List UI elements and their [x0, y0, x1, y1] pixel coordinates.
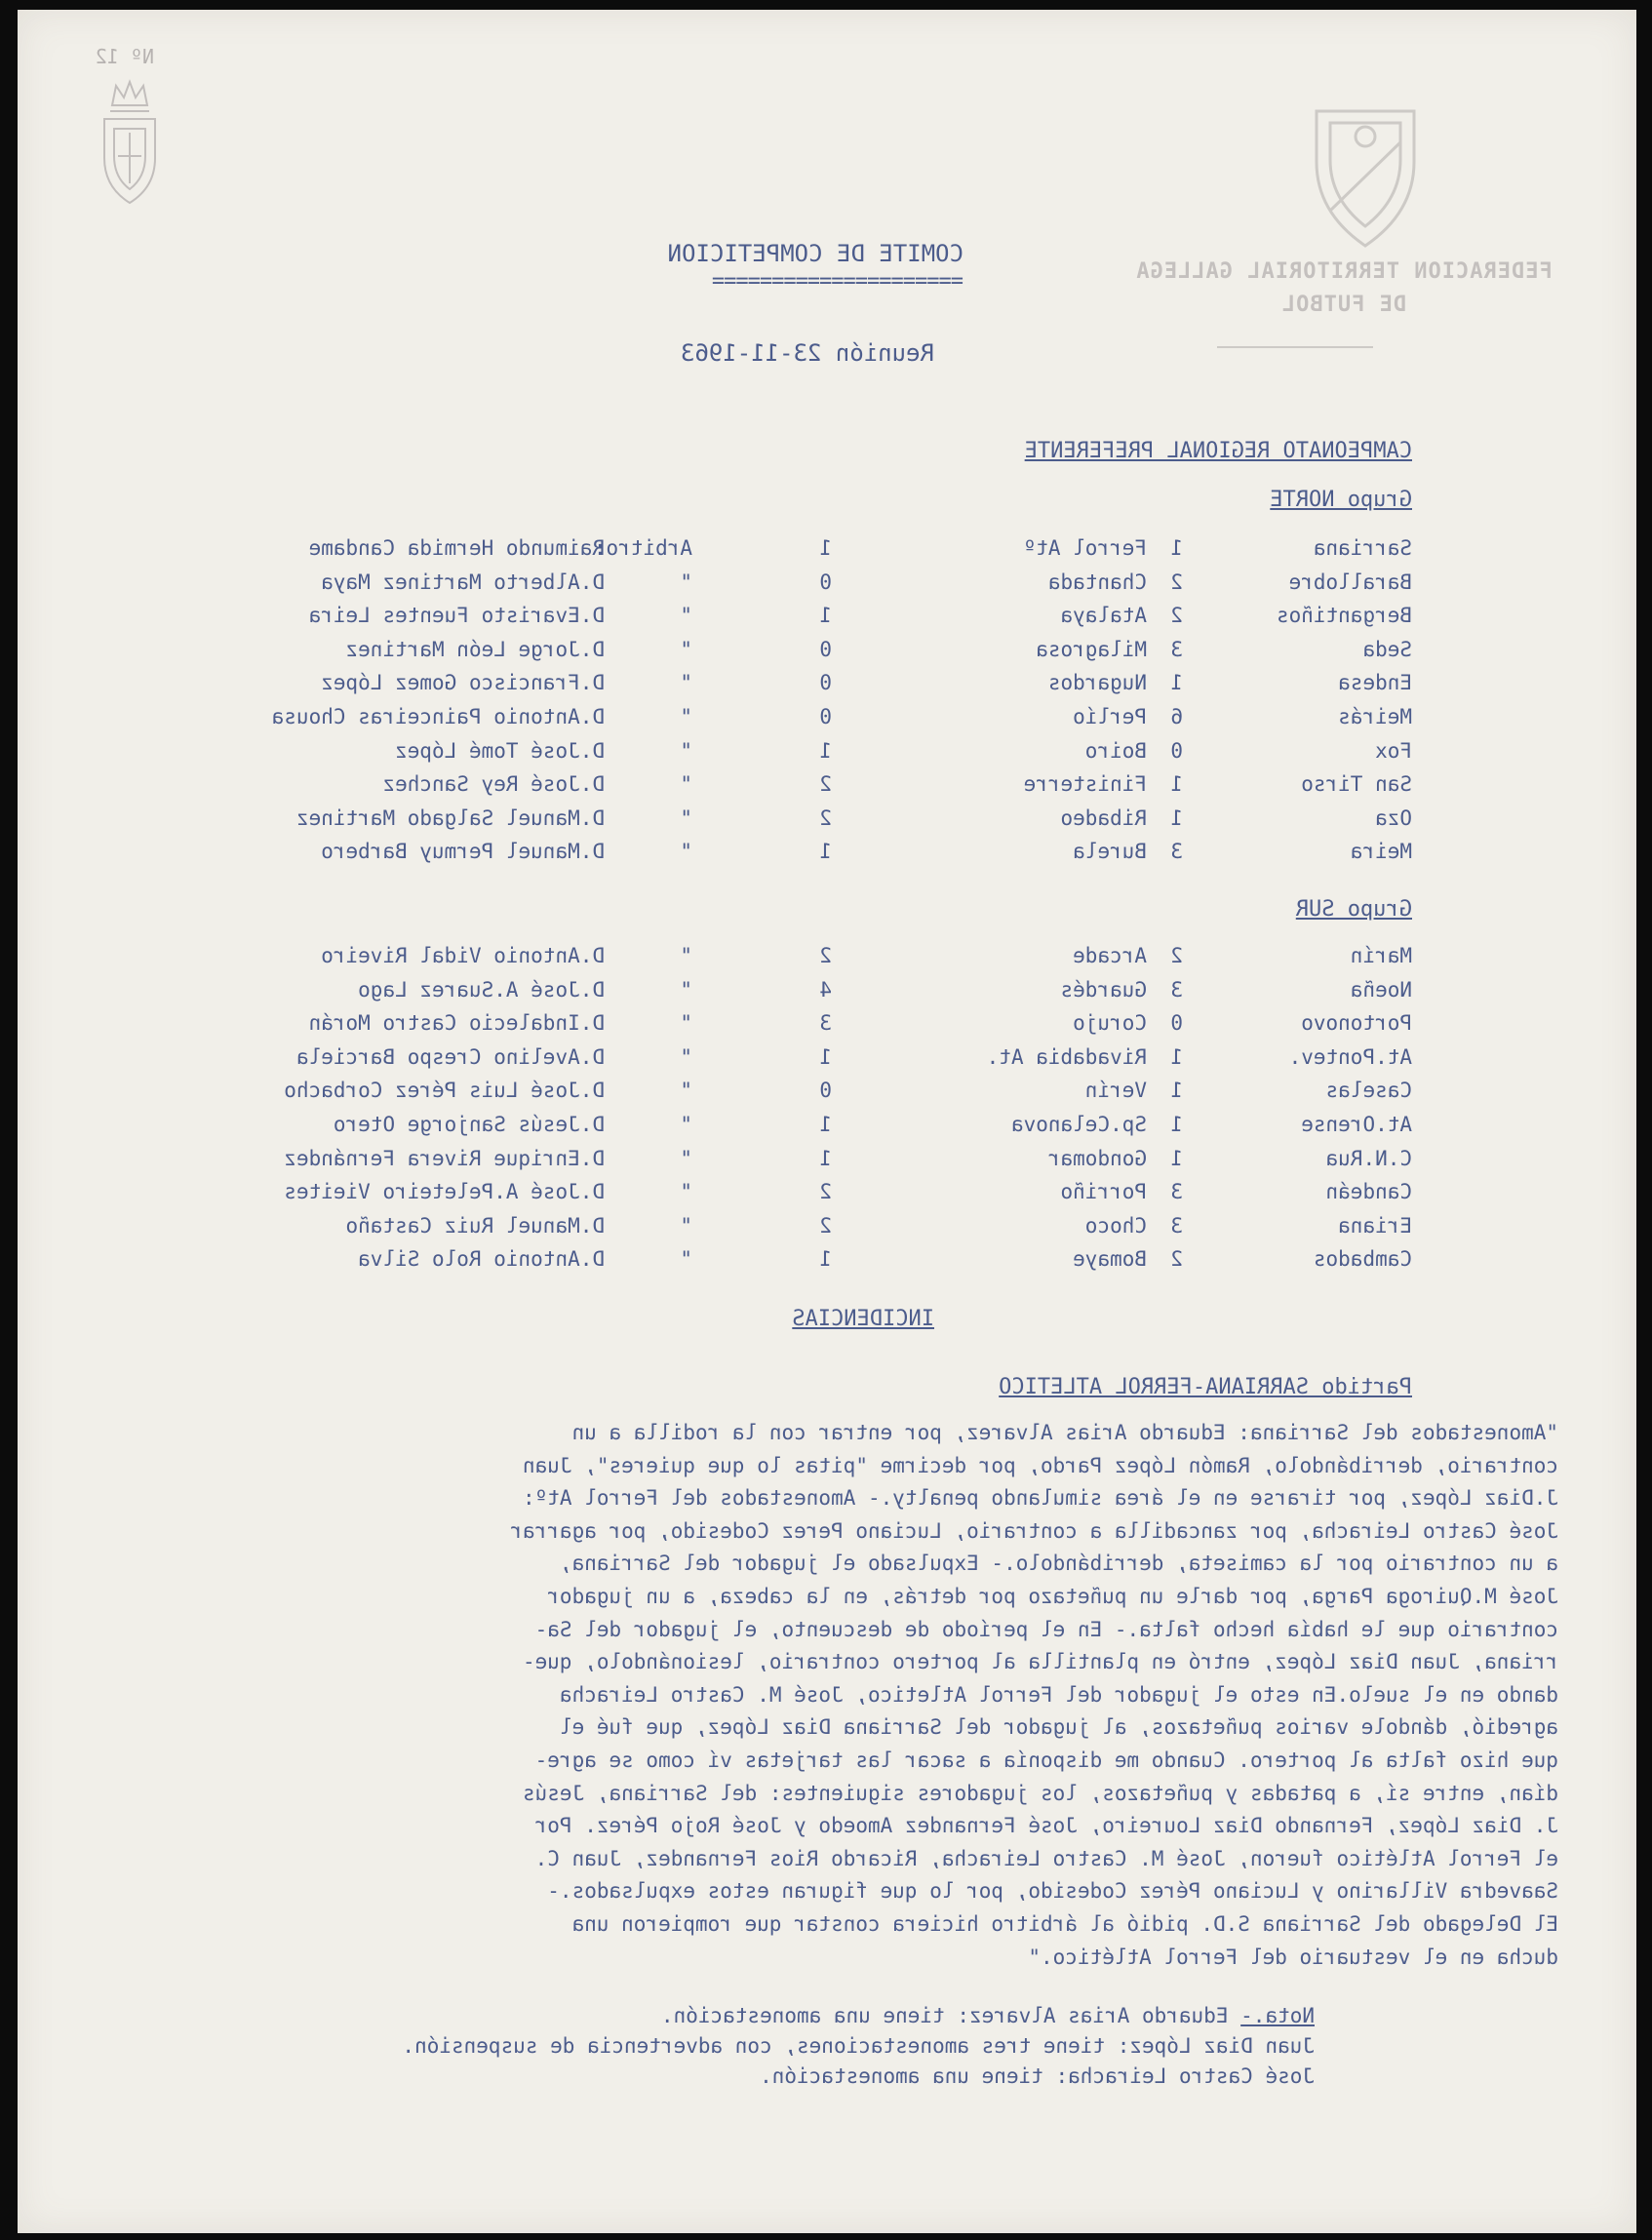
incident-line: José M.Quiroga Parga, por darle un puñetazo por detrás, en la cabeza, a un jugador: [547, 1584, 1558, 1608]
home-score: 3: [1170, 637, 1183, 661]
away-team: Rivadabia At.: [986, 1044, 1147, 1069]
away-score: 0: [819, 570, 832, 594]
referee-name: D.Manuel Salgado Martinez: [295, 806, 605, 830]
incident-line: rriana, Juan Diaz López, entró en plantilla al portero contrario, lesionándolo, que-: [522, 1650, 1558, 1674]
home-score: 1: [1170, 1146, 1183, 1170]
home-score: 6: [1170, 705, 1183, 728]
home-team: Bergantiños: [1276, 604, 1412, 628]
title-double-rule: =====================: [712, 269, 964, 294]
home-score: 1: [1170, 1044, 1183, 1069]
home-team: Marín: [1350, 944, 1412, 967]
referee-name: D.José Rey Sanchez: [382, 772, 605, 797]
home-score: 3: [1170, 1213, 1183, 1238]
away-score: 3: [819, 1011, 832, 1036]
home-team: At.Orense: [1301, 1113, 1412, 1136]
away-score: 2: [819, 1213, 832, 1238]
meeting-date: Reunión 23-11-1963: [680, 339, 934, 367]
home-score: 3: [1170, 1180, 1183, 1204]
referee-name: D.Indalecio Castro Morán: [308, 1011, 605, 1036]
away-team: Sp.Celanova: [1010, 1113, 1147, 1136]
incident-line: El Delegado del Sarriana S.D. pidió al árbitro hiciera constar que rompieron una: [571, 1911, 1558, 1936]
referee-label: ": [680, 1011, 692, 1036]
referee-label: ": [680, 772, 692, 797]
referee-label: ": [680, 1146, 692, 1170]
away-team: Boiro: [1084, 738, 1147, 763]
referee-label: ": [680, 806, 692, 830]
away-team: Arcade: [1073, 944, 1147, 967]
page-title: COMITE DE COMPETICION: [667, 240, 964, 267]
group-heading-norte: Grupo NORTE: [1270, 488, 1412, 512]
referee-name: D.Jesús Sanjorge Otero: [333, 1113, 605, 1136]
away-score: 1: [819, 738, 832, 763]
page-number: Nº 12: [95, 45, 154, 68]
match-heading: Partido SARRIANA-FERROL ATLETICO: [999, 1375, 1412, 1399]
referee-name: D.Alberto Martinez Maya: [321, 570, 605, 594]
referee-label: ": [680, 1213, 692, 1238]
mirrored-typed-sheet: [18, 10, 1636, 2233]
referee-name: D.Avelino Crespo Barciela: [295, 1044, 605, 1069]
referee-label: ": [680, 1079, 692, 1103]
away-score: 2: [819, 772, 832, 797]
home-score: 2: [1170, 944, 1183, 967]
home-score: 2: [1170, 1247, 1183, 1272]
home-score: 0: [1170, 738, 1183, 763]
away-score: 1: [819, 1113, 832, 1136]
referee-label: ": [680, 705, 692, 728]
home-team: Candeán: [1325, 1180, 1412, 1204]
referee-name: D.José A.Suarez Lago: [358, 977, 605, 1002]
away-team: Verín: [1084, 1079, 1147, 1103]
away-team: Perlío: [1073, 705, 1147, 728]
away-score: 0: [819, 1079, 832, 1103]
home-score: 3: [1170, 977, 1183, 1002]
home-score: 1: [1170, 536, 1183, 560]
referee-label: ": [680, 977, 692, 1002]
referee-label: ": [680, 570, 692, 594]
away-team: Atalaya: [1060, 604, 1147, 628]
incident-line: dando en el suelo.En esto el jugador del Ferrol Atletico, José M. Castro Leiracha: [559, 1682, 1558, 1707]
home-team: At.Pontev.: [1288, 1044, 1412, 1069]
home-score: 0: [1170, 1011, 1183, 1036]
referee-label: ": [680, 637, 692, 661]
home-score: 1: [1170, 1079, 1183, 1103]
referee-name: D.Jorge León Martinez: [345, 637, 605, 661]
home-score: 3: [1170, 840, 1183, 864]
note-line-1: Nota.- Eduardo Arias Alvarez: tiene una amonestación.: [660, 2004, 1315, 2027]
referee-label: ": [680, 944, 692, 967]
referee-label: ": [680, 1044, 692, 1069]
away-team: Corujo: [1073, 1011, 1147, 1036]
letterhead-line-1: FEDERACION TERRITORIAL GALLEGA: [1135, 259, 1553, 284]
away-score: 1: [819, 1247, 832, 1272]
away-team: Ferrol Atº: [1023, 536, 1147, 560]
incident-line: José Castro Leiracha, por zancadilla a contrario, Luciano Perez Codesido, por agarrar: [510, 1518, 1558, 1543]
away-team: Ribadeo: [1060, 806, 1147, 830]
referee-label: ": [680, 840, 692, 864]
home-team: Seda: [1362, 637, 1412, 661]
notes-label: Nota.-: [1240, 2004, 1315, 2027]
away-score: 0: [819, 705, 832, 728]
away-score: 1: [819, 604, 832, 628]
home-team: Portonovo: [1301, 1011, 1412, 1036]
away-score: 0: [819, 637, 832, 661]
home-team: Fox: [1375, 738, 1412, 763]
referee-label: ": [680, 1180, 692, 1204]
away-score: 2: [819, 1180, 832, 1204]
home-team: Endesa: [1338, 671, 1412, 695]
document-page: [18, 10, 1636, 2233]
referee-name: D.Enrique Rivera Fernández: [284, 1146, 605, 1170]
incident-line: el Ferrol Atlético fueron, José M. Castro Leiracha, Ricardo Rios Fernandez, Juan C.: [534, 1846, 1558, 1870]
home-score: 1: [1170, 1113, 1183, 1136]
home-score: 1: [1170, 806, 1183, 830]
away-score: 2: [819, 944, 832, 967]
referee-name: D.Antonio Painceiras Chousa: [271, 705, 605, 728]
referee-name: D.José Luis Pérez Corbacho: [284, 1079, 605, 1103]
incident-line: a un contrario por la camiseta, derribándolo.- Expulsado el jugador del Sarriana,: [559, 1552, 1558, 1576]
away-team: Burela: [1073, 840, 1147, 864]
home-score: 2: [1170, 570, 1183, 594]
home-team: Cambados: [1313, 1247, 1412, 1272]
incident-line: J. Diaz López, Fernando Diaz Loureiro, José Fernandez Amoedo y José Rojo Pérez. Por: [534, 1814, 1558, 1838]
home-score: 1: [1170, 772, 1183, 797]
away-score: 1: [819, 840, 832, 864]
referee-name: D.Antonio Rolo Silva: [358, 1247, 605, 1272]
referee-name: D.José Tomé López: [395, 738, 605, 763]
incident-line: contrario, derribándolo, Ramón López Pardo, por decirme "pitas lo que quieres", Juan: [522, 1453, 1558, 1477]
away-team: Gondomar: [1047, 1146, 1147, 1170]
incident-line: que hizo falta al portero. Cuando me disponía a sacar las tarjetas ví como se agre-: [534, 1748, 1558, 1772]
home-team: Eriana: [1338, 1213, 1412, 1238]
group-heading-sur: Grupo SUR: [1295, 897, 1412, 922]
away-team: Choco: [1084, 1213, 1147, 1238]
away-score: 2: [819, 806, 832, 830]
note-line-3: José Castro Leiracha: tiene una amonestación.: [760, 2064, 1315, 2088]
incident-report: [271, 1417, 1558, 1974]
referee-label: Arbitro:: [593, 536, 692, 560]
home-team: Barallobre: [1288, 570, 1412, 594]
away-team: Porriño: [1060, 1180, 1147, 1204]
federation-letterhead: [1120, 255, 1568, 322]
letterhead-rule: [1217, 346, 1373, 348]
championship-heading: CAMPEONATO REGIONAL PREFERENTE: [1024, 439, 1412, 463]
home-team: San Tirso: [1301, 772, 1412, 797]
away-score: 4: [819, 977, 832, 1002]
federation-crest-icon: [91, 68, 169, 215]
referee-label: ": [680, 671, 692, 695]
note-line-2: Juan Diaz López: tiene tres amonestaciones, con advertencia de suspensión.: [402, 2034, 1315, 2058]
home-team: Oza: [1375, 806, 1412, 830]
away-score: 1: [819, 1044, 832, 1069]
incident-line: Saavedra Villarino y Luciano Pérez Codesido, por lo que figuran estos expulsados.-: [547, 1879, 1558, 1904]
home-team: Sarriana: [1313, 536, 1412, 560]
referee-name: D.José A.Peleteiro Vieites: [284, 1180, 605, 1204]
away-score: 1: [819, 1146, 832, 1170]
away-score: 1: [819, 536, 832, 560]
referee-name: D.Francisco Gomez López: [321, 671, 605, 695]
referee-name: D.Antonio Vidal Riveiro: [321, 944, 605, 967]
incident-line: J.Diaz López, por tirarse en el área simulando penalty.- Amonestados del Ferrol Atº:: [522, 1486, 1558, 1511]
referee-name: Raimundo Hermida Candame: [308, 536, 605, 560]
away-team: Finisterre: [1023, 772, 1147, 797]
away-team: Milagrosa: [1036, 637, 1147, 661]
away-team: Bomaye: [1073, 1247, 1147, 1272]
home-team: Meirás: [1338, 705, 1412, 728]
letterhead-line-2: DE FUTBOL: [1280, 293, 1407, 317]
away-team: Guardés: [1060, 977, 1147, 1002]
referee-name: D.Manuel Permuy Barbero: [321, 840, 605, 864]
referee-label: ": [680, 604, 692, 628]
incident-line: ducha en el vestuario del Ferrol Atlético.": [1028, 1945, 1558, 1969]
home-team: Meira: [1350, 840, 1412, 864]
home-score: 1: [1170, 671, 1183, 695]
away-team: Nugardos: [1047, 671, 1147, 695]
away-team: Chantada: [1047, 570, 1147, 594]
incident-line: dían, entre sí, a patadas y puñetazos, los jugadores siguientes: del Sarriana, Jesús: [522, 1781, 1558, 1805]
referee-name: D.Manuel Ruiz Castaño: [345, 1213, 605, 1238]
incident-line: contrario que le había hecho falta.- En el período de descuento, el jugador del Sa-: [534, 1617, 1558, 1641]
referee-label: ": [680, 738, 692, 763]
home-team: C.N.Rua: [1325, 1146, 1412, 1170]
home-team: Noeña: [1350, 977, 1412, 1002]
notes-block: [402, 2001, 1315, 2092]
incident-line: agredió, dándole varios puñetazos, al jugador del Sarriana Diaz López, que fué el: [559, 1715, 1558, 1740]
home-score: 2: [1170, 604, 1183, 628]
federation-shield-icon: [1307, 103, 1424, 250]
home-team: Caselas: [1325, 1079, 1412, 1103]
away-score: 0: [819, 671, 832, 695]
incident-line: "Amonestados del Sarriana: Eduardo Arias Alvarez, por entrar con la rodilla a un: [571, 1421, 1558, 1444]
referee-name: D.Evaristo Fuentes Leira: [308, 604, 605, 628]
referee-label: ": [680, 1247, 692, 1272]
incidents-heading: INCIDENCIAS: [792, 1307, 934, 1331]
referee-label: ": [680, 1113, 692, 1136]
